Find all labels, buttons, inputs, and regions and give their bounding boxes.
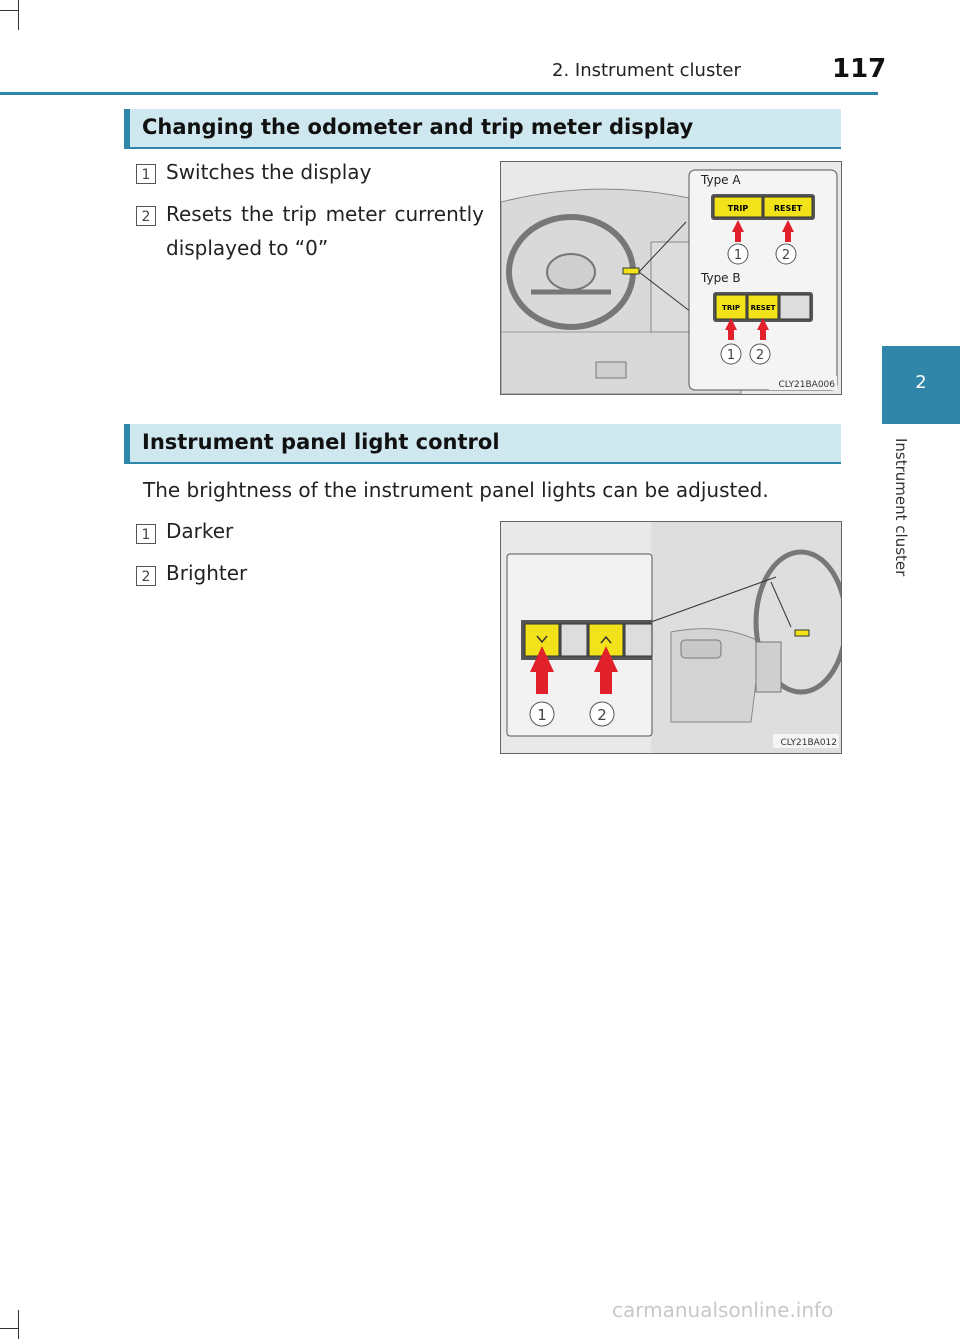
callout-1: 1 — [733, 248, 743, 263]
reset-button-a: RESET — [773, 204, 803, 213]
crop-mark — [0, 10, 18, 11]
crop-mark — [18, 0, 19, 30]
crop-mark — [18, 1310, 19, 1339]
type-b-label: Type B — [701, 271, 741, 285]
callout-2: 2 — [755, 348, 765, 363]
watermark: carmanualsonline.info — [612, 1298, 834, 1322]
panel-light-illustration — [501, 522, 841, 753]
section-heading — [124, 109, 841, 149]
callout-2: 2 — [781, 248, 791, 263]
item-number: 2 — [136, 206, 156, 226]
item-number: 2 — [136, 566, 156, 586]
header-rule — [0, 92, 878, 95]
item-text: Switches the display — [166, 160, 372, 184]
trip-meter-figure — [500, 161, 842, 395]
figure-code: CLY21BA006 — [778, 380, 835, 390]
figure-code: CLY21BA012 — [780, 738, 837, 748]
chapter-tab-title: Instrument cluster — [892, 438, 910, 577]
item-number: 1 — [136, 524, 156, 544]
panel-light-figure — [500, 521, 842, 754]
type-a-label: Type A — [701, 173, 741, 187]
chapter-tab[interactable]: 2 — [882, 346, 960, 424]
item-text: Brighter — [166, 561, 248, 585]
item-number: 1 — [136, 164, 156, 184]
item-text: Resets the trip meter currently displayed to “0” — [166, 202, 484, 260]
section-heading — [124, 424, 841, 464]
reset-button-b: RESET — [750, 304, 776, 312]
running-header: 2. Instrument cluster — [552, 60, 741, 81]
callout-2: 2 — [597, 706, 607, 724]
section-title: Instrument panel light control — [142, 430, 500, 454]
page-number: 117 — [832, 54, 887, 84]
trip-button-b: TRIP — [722, 304, 740, 312]
item-text: Darker — [166, 519, 234, 543]
intro-text: The brightness of the instrument panel lights can be adjusted. — [143, 478, 769, 502]
crop-mark — [0, 1328, 18, 1329]
callout-1: 1 — [726, 348, 736, 363]
section-title: Changing the odometer and trip meter display — [142, 115, 694, 139]
trip-meter-illustration — [501, 162, 841, 394]
callout-1: 1 — [537, 706, 547, 724]
trip-button-a: TRIP — [727, 204, 749, 213]
